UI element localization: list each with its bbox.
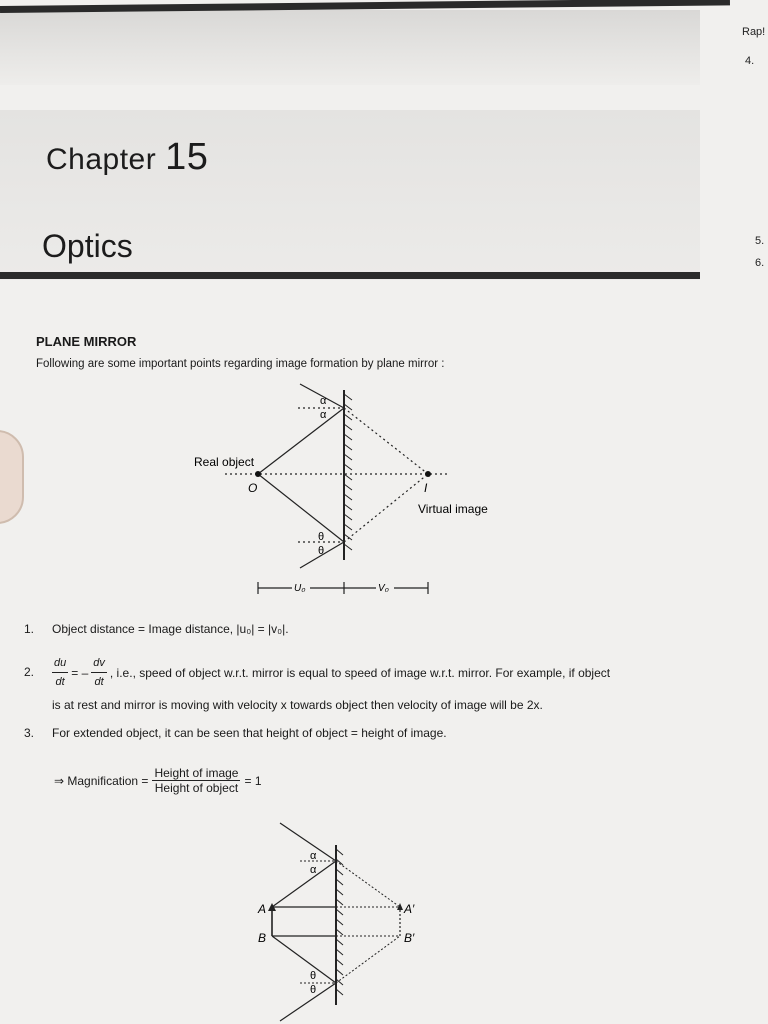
magnification-fraction	[152, 766, 240, 795]
theta-label-4: θ	[310, 984, 317, 996]
point-3-number: 3.	[24, 726, 35, 740]
dv: dv	[91, 654, 107, 673]
alpha-label-1: α	[320, 395, 327, 407]
point-3-text: For extended object, it can be seen that height of object = height of image.	[52, 726, 447, 740]
image-point	[425, 471, 431, 477]
edge-number-6: 6.	[755, 257, 765, 269]
chapter-label	[46, 136, 208, 179]
real-object-label: Real object	[194, 455, 255, 469]
alpha-label-2: α	[320, 409, 327, 421]
point-2-line1	[52, 654, 610, 691]
du: du	[52, 654, 68, 673]
page-title: Optics	[42, 228, 133, 264]
figure-plane-mirror-extended	[240, 815, 440, 1024]
dt-1: dt	[55, 676, 65, 688]
alpha-label-3: α	[310, 850, 317, 862]
virtual-image-label: Virtual image	[418, 502, 488, 516]
section-heading: PLANE MIRROR	[36, 334, 137, 349]
equals-minus: = –	[71, 665, 89, 680]
edge-text-top: Rap!	[742, 26, 766, 38]
point-b-image-label: B′	[404, 931, 415, 945]
top-scan-band	[0, 10, 700, 85]
alpha-label-4: α	[310, 864, 317, 876]
point-a-image-label: A′	[404, 902, 415, 916]
du-dt-fraction	[52, 654, 68, 691]
image-point-label: I	[424, 481, 428, 495]
figure-plane-mirror-point	[180, 380, 510, 610]
v-label: V₀	[378, 583, 389, 594]
point-2-number: 2.	[24, 665, 35, 679]
object-point-label: O	[248, 481, 258, 495]
finger-shadow	[0, 430, 24, 524]
point-b-label: B	[258, 931, 267, 945]
virtual-ray-up	[344, 408, 428, 474]
point-2-text-1: , i.e., speed of object w.r.t. mirror is equal to speed of image w.r.t. mirror. For example, if object	[109, 665, 611, 680]
mirror-hatch-2	[336, 849, 343, 995]
incident-ray-up	[258, 408, 344, 474]
magnification-formula	[54, 766, 262, 795]
theta-label-1: θ	[318, 531, 325, 543]
header-rule	[0, 272, 700, 279]
edge-number-5: 5.	[755, 235, 765, 247]
magnification-numerator: Height of image	[154, 766, 239, 780]
object-point	[255, 471, 261, 477]
u-label: U₀	[294, 583, 306, 594]
point-2-text-2: is at rest and mirror is moving with velocity x towards object then velocity of image will be 2x.	[52, 698, 543, 712]
virtual-ray-down	[344, 474, 428, 542]
magnification-result: = 1	[244, 773, 262, 788]
point-a-label: A	[258, 902, 267, 916]
point-1-number: 1.	[24, 622, 35, 636]
theta-label-2: θ	[318, 545, 325, 557]
edge-number-4: 4.	[745, 55, 755, 67]
theta-label-3: θ	[310, 970, 317, 982]
magnification-prefix: ⇒ Magnification =	[54, 773, 149, 788]
magnification-denominator: Height of object	[154, 781, 239, 795]
point-1-text: Object distance = Image distance, |u₀| = |v₀|.	[52, 622, 289, 636]
dt-2: dt	[94, 676, 104, 688]
incident-ray-down	[258, 474, 344, 542]
dv-dt-fraction	[91, 654, 107, 691]
chapter-word: Chapter	[46, 143, 157, 176]
section-intro: Following are some important points regarding image formation by plane mirror :	[36, 358, 445, 370]
chapter-number: 15	[165, 136, 209, 178]
mirror-hatch	[344, 394, 352, 550]
